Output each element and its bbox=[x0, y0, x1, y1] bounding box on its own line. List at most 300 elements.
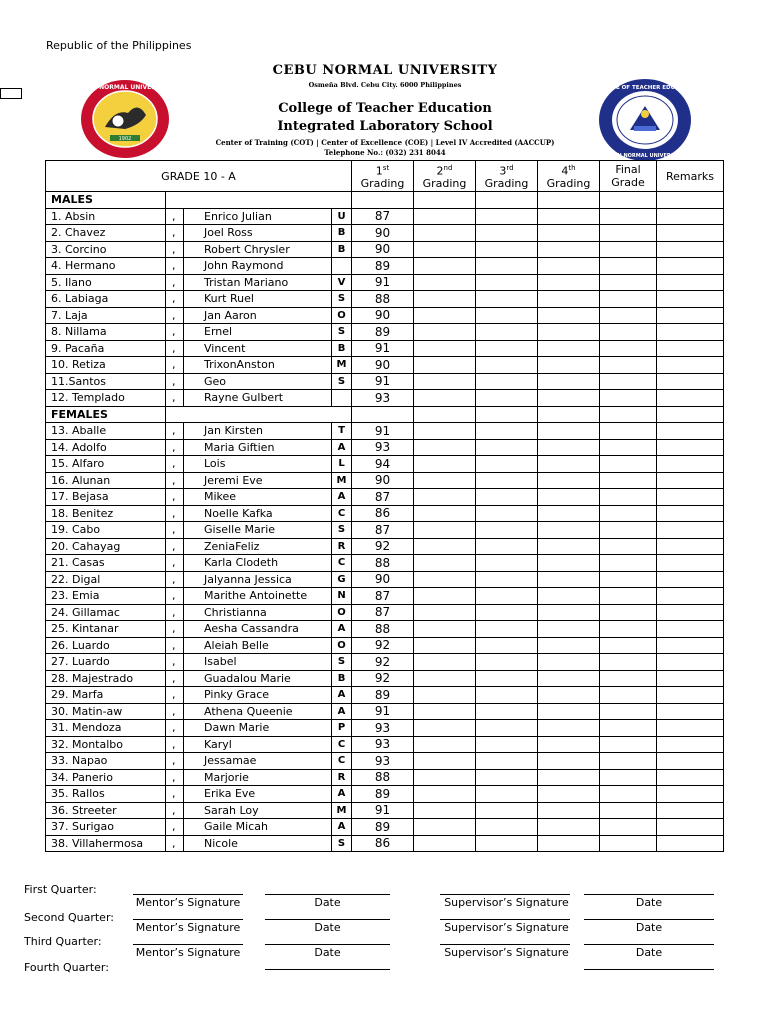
first-grading-value: 87 bbox=[352, 588, 414, 605]
empty-cell bbox=[352, 192, 414, 209]
empty-grade-cell bbox=[538, 835, 600, 852]
empty-grade-cell bbox=[600, 505, 657, 522]
name-separator: , bbox=[166, 670, 184, 687]
student-first-name: Joel Ross bbox=[184, 225, 332, 242]
empty-grade-cell bbox=[414, 390, 476, 407]
student-row bbox=[46, 588, 724, 605]
student-last-name: 27. Luardo bbox=[46, 654, 166, 671]
section-label: MALES bbox=[46, 192, 166, 209]
empty-grade-cell bbox=[538, 621, 600, 638]
empty-grade-cell bbox=[476, 637, 538, 654]
date-line-q4 bbox=[265, 969, 390, 970]
student-last-name: 5. Ilano bbox=[46, 274, 166, 291]
empty-grade-cell bbox=[600, 637, 657, 654]
svg-text:COLLEGE OF TEACHER EDUCATION: COLLEGE OF TEACHER EDUCATION bbox=[591, 85, 699, 91]
empty-grade-cell bbox=[476, 621, 538, 638]
first-grading-value: 87 bbox=[352, 489, 414, 506]
name-separator: , bbox=[166, 423, 184, 440]
first-grading-value: 90 bbox=[352, 472, 414, 489]
empty-grade-cell bbox=[657, 373, 724, 390]
empty-grade-cell bbox=[476, 654, 538, 671]
student-last-name: 17. Bejasa bbox=[46, 489, 166, 506]
first-grading-value: 87 bbox=[352, 604, 414, 621]
mentor-caption-q3: Mentor’s Signature bbox=[135, 946, 241, 959]
empty-grade-cell bbox=[538, 802, 600, 819]
student-first-name: Vincent bbox=[184, 340, 332, 357]
empty-grade-cell bbox=[414, 604, 476, 621]
name-separator: , bbox=[166, 357, 184, 374]
first-grading-value: 93 bbox=[352, 753, 414, 770]
first-grading-value: 91 bbox=[352, 373, 414, 390]
empty-grade-cell bbox=[414, 637, 476, 654]
student-last-name: 31. Mendoza bbox=[46, 720, 166, 737]
student-first-name: Tristan Mariano bbox=[184, 274, 332, 291]
student-last-name: 18. Benitez bbox=[46, 505, 166, 522]
student-row bbox=[46, 786, 724, 803]
empty-grade-cell bbox=[538, 472, 600, 489]
males-section-row bbox=[46, 192, 724, 209]
student-last-name: 29. Marfa bbox=[46, 687, 166, 704]
empty-grade-cell bbox=[657, 538, 724, 555]
empty-grade-cell bbox=[538, 786, 600, 803]
first-grading-value: 88 bbox=[352, 555, 414, 572]
student-first-name: Lois bbox=[184, 456, 332, 473]
empty-grade-cell bbox=[657, 522, 724, 539]
empty-grade-cell bbox=[476, 340, 538, 357]
supervisor-date-caption-q2: Date bbox=[635, 921, 663, 934]
student-first-name: Athena Queenie bbox=[184, 703, 332, 720]
margin-box bbox=[0, 88, 22, 99]
school-name: Integrated Laboratory School bbox=[277, 119, 493, 134]
empty-grade-cell bbox=[657, 324, 724, 341]
empty-grade-cell bbox=[414, 670, 476, 687]
first-grading-value: 86 bbox=[352, 505, 414, 522]
empty-grade-cell bbox=[600, 753, 657, 770]
student-first-name: Dawn Marie bbox=[184, 720, 332, 737]
empty-grade-cell bbox=[414, 456, 476, 473]
empty-grade-cell bbox=[476, 786, 538, 803]
empty-grade-cell bbox=[600, 307, 657, 324]
empty-cell bbox=[538, 406, 600, 423]
first-grading-value: 89 bbox=[352, 324, 414, 341]
empty-grade-cell bbox=[657, 225, 724, 242]
student-row bbox=[46, 505, 724, 522]
empty-grade-cell bbox=[657, 489, 724, 506]
student-first-name: ZeniaFeliz bbox=[184, 538, 332, 555]
date-line-q3 bbox=[265, 944, 390, 945]
empty-grade-cell bbox=[600, 687, 657, 704]
empty-grade-cell bbox=[414, 208, 476, 225]
student-last-name: 10. Retiza bbox=[46, 357, 166, 374]
student-last-name: 30. Matin-aw bbox=[46, 703, 166, 720]
name-separator: , bbox=[166, 456, 184, 473]
name-separator: , bbox=[166, 802, 184, 819]
empty-grade-cell bbox=[600, 819, 657, 836]
empty-grade-cell bbox=[476, 835, 538, 852]
cte-seal-logo bbox=[591, 78, 699, 162]
supervisor-date-caption-q1: Date bbox=[635, 896, 663, 909]
student-code: P bbox=[332, 720, 352, 737]
empty-grade-cell bbox=[476, 472, 538, 489]
name-separator: , bbox=[166, 703, 184, 720]
empty-grade-cell bbox=[600, 225, 657, 242]
empty-grade-cell bbox=[657, 637, 724, 654]
name-separator: , bbox=[166, 588, 184, 605]
first-grading-value: 89 bbox=[352, 786, 414, 803]
student-row bbox=[46, 390, 724, 407]
student-code: A bbox=[332, 621, 352, 638]
empty-grade-cell bbox=[600, 621, 657, 638]
empty-grade-cell bbox=[538, 654, 600, 671]
student-code: A bbox=[332, 489, 352, 506]
empty-grade-cell bbox=[657, 736, 724, 753]
name-separator: , bbox=[166, 340, 184, 357]
empty-grade-cell bbox=[476, 505, 538, 522]
mentor-line-q2 bbox=[133, 919, 243, 920]
empty-grade-cell bbox=[414, 324, 476, 341]
student-row bbox=[46, 456, 724, 473]
student-code bbox=[332, 258, 352, 275]
empty-grade-cell bbox=[538, 340, 600, 357]
empty-grade-cell bbox=[476, 769, 538, 786]
first-grading-value: 92 bbox=[352, 654, 414, 671]
empty-grade-cell bbox=[414, 241, 476, 258]
empty-grade-cell bbox=[538, 291, 600, 308]
student-code: A bbox=[332, 703, 352, 720]
student-code: S bbox=[332, 324, 352, 341]
empty-grade-cell bbox=[414, 769, 476, 786]
empty-grade-cell bbox=[414, 274, 476, 291]
empty-grade-cell bbox=[476, 819, 538, 836]
empty-grade-cell bbox=[600, 357, 657, 374]
empty-grade-cell bbox=[476, 489, 538, 506]
empty-grade-cell bbox=[657, 621, 724, 638]
student-code: A bbox=[332, 786, 352, 803]
student-first-name: Jalyanna Jessica bbox=[184, 571, 332, 588]
col-final-grade: Final Grade bbox=[600, 161, 657, 192]
student-code: R bbox=[332, 538, 352, 555]
student-first-name: Marjorie bbox=[184, 769, 332, 786]
name-separator: , bbox=[166, 324, 184, 341]
empty-grade-cell bbox=[600, 670, 657, 687]
student-row bbox=[46, 654, 724, 671]
empty-grade-cell bbox=[476, 241, 538, 258]
student-row bbox=[46, 670, 724, 687]
name-separator: , bbox=[166, 819, 184, 836]
student-code: S bbox=[332, 835, 352, 852]
supervisor-date-line-q2 bbox=[584, 919, 714, 920]
empty-grade-cell bbox=[600, 835, 657, 852]
student-code: T bbox=[332, 423, 352, 440]
empty-grade-cell bbox=[600, 522, 657, 539]
student-first-name: Giselle Marie bbox=[184, 522, 332, 539]
empty-grade-cell bbox=[414, 340, 476, 357]
student-row bbox=[46, 522, 724, 539]
first-grading-value: 91 bbox=[352, 423, 414, 440]
first-grading-value: 90 bbox=[352, 571, 414, 588]
student-code: C bbox=[332, 736, 352, 753]
telephone-line: Telephone No.: (032) 231 8044 bbox=[324, 148, 446, 157]
student-last-name: 19. Cabo bbox=[46, 522, 166, 539]
empty-grade-cell bbox=[600, 373, 657, 390]
supervisor-date-line-q4 bbox=[584, 969, 714, 970]
col-remarks: Remarks bbox=[657, 161, 724, 192]
student-first-name: Aleiah Belle bbox=[184, 637, 332, 654]
empty-grade-cell bbox=[476, 225, 538, 242]
empty-grade-cell bbox=[414, 258, 476, 275]
name-separator: , bbox=[166, 835, 184, 852]
first-quarter-label: First Quarter: bbox=[24, 883, 97, 896]
empty-grade-cell bbox=[657, 588, 724, 605]
name-separator: , bbox=[166, 769, 184, 786]
name-separator: , bbox=[166, 274, 184, 291]
date-line-q1 bbox=[265, 894, 390, 895]
empty-grade-cell bbox=[657, 340, 724, 357]
empty-grade-cell bbox=[414, 720, 476, 737]
student-first-name: Rayne Gulbert bbox=[184, 390, 332, 407]
empty-grade-cell bbox=[657, 670, 724, 687]
student-first-name: TrixonAnston bbox=[184, 357, 332, 374]
student-last-name: 1. Absin bbox=[46, 208, 166, 225]
empty-grade-cell bbox=[538, 390, 600, 407]
student-first-name: Geo bbox=[184, 373, 332, 390]
date-caption-q1: Date bbox=[314, 896, 341, 909]
student-code: O bbox=[332, 307, 352, 324]
student-row bbox=[46, 274, 724, 291]
student-code: G bbox=[332, 571, 352, 588]
empty-grade-cell bbox=[538, 241, 600, 258]
student-row bbox=[46, 819, 724, 836]
supervisor-line-q2 bbox=[440, 919, 570, 920]
empty-grade-cell bbox=[538, 604, 600, 621]
empty-grade-cell bbox=[414, 439, 476, 456]
col-3rd-grading: 3rd Grading bbox=[476, 161, 538, 192]
empty-cell bbox=[538, 192, 600, 209]
empty-grade-cell bbox=[476, 324, 538, 341]
student-last-name: 23. Emia bbox=[46, 588, 166, 605]
empty-grade-cell bbox=[538, 687, 600, 704]
empty-grade-cell bbox=[476, 258, 538, 275]
empty-grade-cell bbox=[600, 472, 657, 489]
student-last-name: 22. Digal bbox=[46, 571, 166, 588]
empty-grade-cell bbox=[600, 769, 657, 786]
name-separator: , bbox=[166, 720, 184, 737]
date-caption-q3: Date bbox=[314, 946, 341, 959]
empty-grade-cell bbox=[600, 703, 657, 720]
student-code: S bbox=[332, 291, 352, 308]
section-label: FEMALES bbox=[46, 406, 166, 423]
first-grading-value: 90 bbox=[352, 225, 414, 242]
empty-grade-cell bbox=[538, 439, 600, 456]
cnu-seal-logo bbox=[80, 79, 170, 159]
empty-grade-cell bbox=[476, 736, 538, 753]
empty-grade-cell bbox=[600, 390, 657, 407]
student-first-name: Mikee bbox=[184, 489, 332, 506]
student-code: A bbox=[332, 439, 352, 456]
first-grading-value: 90 bbox=[352, 357, 414, 374]
empty-grade-cell bbox=[657, 769, 724, 786]
student-last-name: 36. Streeter bbox=[46, 802, 166, 819]
name-separator: , bbox=[166, 687, 184, 704]
student-first-name: Erika Eve bbox=[184, 786, 332, 803]
empty-cell bbox=[476, 192, 538, 209]
student-first-name: Gaile Micah bbox=[184, 819, 332, 836]
first-grading-value: 91 bbox=[352, 340, 414, 357]
empty-grade-cell bbox=[657, 687, 724, 704]
empty-grade-cell bbox=[414, 472, 476, 489]
empty-grade-cell bbox=[600, 489, 657, 506]
empty-grade-cell bbox=[657, 258, 724, 275]
empty-grade-cell bbox=[476, 291, 538, 308]
student-code: A bbox=[332, 687, 352, 704]
supervisor-line-q1 bbox=[440, 894, 570, 895]
mentor-line-q1 bbox=[133, 894, 243, 895]
first-grading-value: 93 bbox=[352, 439, 414, 456]
empty-grade-cell bbox=[476, 456, 538, 473]
student-code bbox=[332, 390, 352, 407]
student-last-name: 2. Chavez bbox=[46, 225, 166, 242]
empty-grade-cell bbox=[476, 538, 538, 555]
student-last-name: 11.Santos bbox=[46, 373, 166, 390]
student-code: B bbox=[332, 670, 352, 687]
student-last-name: 24. Gillamac bbox=[46, 604, 166, 621]
first-grading-value: 89 bbox=[352, 819, 414, 836]
empty-grade-cell bbox=[538, 324, 600, 341]
student-row bbox=[46, 439, 724, 456]
republic-label: Republic of the Philippines bbox=[46, 39, 192, 52]
student-code: S bbox=[332, 522, 352, 539]
student-first-name: Noelle Kafka bbox=[184, 505, 332, 522]
name-separator: , bbox=[166, 225, 184, 242]
empty-grade-cell bbox=[600, 654, 657, 671]
student-last-name: 37. Surigao bbox=[46, 819, 166, 836]
first-grading-value: 92 bbox=[352, 637, 414, 654]
empty-grade-cell bbox=[600, 555, 657, 572]
supervisor-date-line-q1 bbox=[584, 894, 714, 895]
student-row bbox=[46, 802, 724, 819]
name-separator: , bbox=[166, 291, 184, 308]
empty-grade-cell bbox=[476, 357, 538, 374]
fourth-quarter-label: Fourth Quarter: bbox=[24, 961, 109, 974]
student-last-name: 8. Nillama bbox=[46, 324, 166, 341]
empty-grade-cell bbox=[657, 703, 724, 720]
name-separator: , bbox=[166, 208, 184, 225]
student-first-name: Karyl bbox=[184, 736, 332, 753]
empty-cell bbox=[352, 406, 414, 423]
empty-grade-cell bbox=[657, 274, 724, 291]
empty-grade-cell bbox=[476, 307, 538, 324]
third-quarter-label: Third Quarter: bbox=[24, 935, 102, 948]
empty-grade-cell bbox=[476, 687, 538, 704]
student-code: O bbox=[332, 604, 352, 621]
first-grading-value: 88 bbox=[352, 769, 414, 786]
name-separator: , bbox=[166, 538, 184, 555]
supervisor-date-caption-q3: Date bbox=[635, 946, 663, 959]
empty-grade-cell bbox=[538, 720, 600, 737]
student-row bbox=[46, 307, 724, 324]
empty-grade-cell bbox=[476, 802, 538, 819]
student-code: L bbox=[332, 456, 352, 473]
student-row bbox=[46, 769, 724, 786]
empty-cell bbox=[600, 192, 657, 209]
student-row bbox=[46, 555, 724, 572]
student-row bbox=[46, 835, 724, 852]
student-last-name: 15. Alfaro bbox=[46, 456, 166, 473]
empty-grade-cell bbox=[657, 357, 724, 374]
student-code: U bbox=[332, 208, 352, 225]
empty-grade-cell bbox=[414, 588, 476, 605]
empty-grade-cell bbox=[538, 736, 600, 753]
section-spacer bbox=[166, 192, 352, 209]
student-code: C bbox=[332, 753, 352, 770]
empty-grade-cell bbox=[657, 439, 724, 456]
empty-grade-cell bbox=[657, 390, 724, 407]
col-2nd-grading: 2nd Grading bbox=[414, 161, 476, 192]
student-last-name: 28. Majestrado bbox=[46, 670, 166, 687]
empty-grade-cell bbox=[476, 390, 538, 407]
empty-grade-cell bbox=[657, 472, 724, 489]
empty-grade-cell bbox=[538, 208, 600, 225]
student-last-name: 13. Aballe bbox=[46, 423, 166, 440]
empty-grade-cell bbox=[414, 621, 476, 638]
student-first-name: Christianna bbox=[184, 604, 332, 621]
empty-grade-cell bbox=[600, 571, 657, 588]
empty-cell bbox=[600, 406, 657, 423]
empty-grade-cell bbox=[600, 736, 657, 753]
empty-grade-cell bbox=[476, 555, 538, 572]
svg-text:CEBU NORMAL UNIVERSITY: CEBU NORMAL UNIVERSITY bbox=[606, 153, 684, 159]
student-row bbox=[46, 753, 724, 770]
empty-grade-cell bbox=[414, 357, 476, 374]
empty-grade-cell bbox=[538, 769, 600, 786]
name-separator: , bbox=[166, 621, 184, 638]
empty-grade-cell bbox=[600, 456, 657, 473]
student-code: A bbox=[332, 819, 352, 836]
student-row bbox=[46, 423, 724, 440]
mentor-caption-q2: Mentor’s Signature bbox=[135, 921, 241, 934]
student-last-name: 34. Panerio bbox=[46, 769, 166, 786]
empty-grade-cell bbox=[414, 571, 476, 588]
empty-grade-cell bbox=[657, 505, 724, 522]
student-first-name: Jeremi Eve bbox=[184, 472, 332, 489]
student-row bbox=[46, 373, 724, 390]
college-name: College of Teacher Education bbox=[278, 101, 492, 116]
university-name: CEBU NORMAL UNIVERSITY bbox=[272, 63, 498, 78]
supervisor-line-q3 bbox=[440, 944, 570, 945]
student-first-name: Ernel bbox=[184, 324, 332, 341]
empty-grade-cell bbox=[476, 588, 538, 605]
student-row bbox=[46, 538, 724, 555]
empty-grade-cell bbox=[414, 703, 476, 720]
empty-grade-cell bbox=[600, 241, 657, 258]
student-last-name: 32. Montalbo bbox=[46, 736, 166, 753]
first-grading-value: 90 bbox=[352, 307, 414, 324]
empty-grade-cell bbox=[600, 604, 657, 621]
first-grading-value: 86 bbox=[352, 835, 414, 852]
student-code: M bbox=[332, 472, 352, 489]
name-separator: , bbox=[166, 307, 184, 324]
empty-grade-cell bbox=[476, 571, 538, 588]
student-last-name: 4. Hermano bbox=[46, 258, 166, 275]
student-code: S bbox=[332, 654, 352, 671]
supervisor-caption-q2: Supervisor’s Signature bbox=[444, 921, 569, 934]
date-line-q2 bbox=[265, 919, 390, 920]
student-row bbox=[46, 291, 724, 308]
student-row bbox=[46, 703, 724, 720]
empty-grade-cell bbox=[476, 208, 538, 225]
empty-grade-cell bbox=[476, 753, 538, 770]
student-first-name: Enrico Julian bbox=[184, 208, 332, 225]
